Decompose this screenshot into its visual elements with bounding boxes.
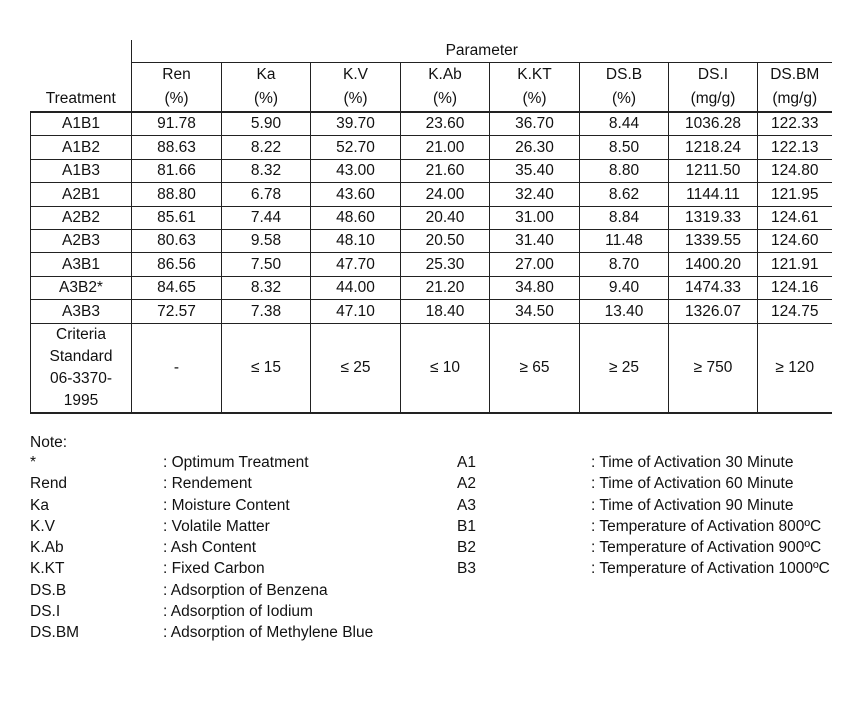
- value-cell: 8.32: [222, 276, 311, 299]
- notes-right-keys: [457, 452, 476, 580]
- parameter-header: Parameter: [132, 40, 832, 63]
- value-cell: 1400.20: [669, 253, 758, 276]
- note-key: DS.BM: [30, 624, 80, 642]
- value-cell: 8.84: [580, 206, 669, 229]
- treatment-cell: A3B3: [31, 300, 132, 323]
- value-cell: 1144.11: [669, 183, 758, 206]
- note-desc: : Rendement: [163, 475, 252, 493]
- value-cell: 31.40: [490, 229, 580, 252]
- value-cell: 121.95: [758, 183, 832, 206]
- note-desc: : Optimum Treatment: [163, 454, 309, 471]
- table-row: [31, 159, 832, 182]
- note-desc: : Time of Activation 60 Minute: [591, 475, 794, 493]
- note-desc: : Adsorption of Benzena: [163, 581, 328, 599]
- criteria-label: [31, 323, 132, 413]
- criteria-value: ≤ 25: [311, 323, 401, 413]
- value-cell: 7.44: [222, 206, 311, 229]
- note-key: Rend: [30, 475, 68, 493]
- table-body: [31, 112, 832, 323]
- value-cell: 1319.33: [669, 206, 758, 229]
- results-table: [30, 40, 832, 414]
- treatment-cell: A2B1: [31, 183, 132, 206]
- treatment-cell: A1B1: [31, 112, 132, 136]
- table-row: [31, 276, 832, 299]
- treatment-cell: A2B3: [31, 229, 132, 252]
- value-cell: 1211.50: [669, 159, 758, 182]
- value-cell: 21.00: [401, 136, 490, 159]
- col-name-dsi: DS.I: [669, 63, 758, 88]
- col-unit-dsbm: (mg/g): [758, 87, 832, 112]
- value-cell: 124.80: [758, 159, 832, 182]
- table-row: [31, 253, 832, 276]
- note-key: A3: [457, 496, 476, 514]
- table-row: [31, 206, 832, 229]
- col-unit-ka: (%): [222, 87, 311, 112]
- value-cell: 34.80: [490, 276, 580, 299]
- value-cell: 124.16: [758, 276, 832, 299]
- value-cell: 9.58: [222, 229, 311, 252]
- note-desc: : Time of Activation 90 Minute: [591, 496, 794, 514]
- value-cell: 13.40: [580, 300, 669, 323]
- value-cell: 8.44: [580, 112, 669, 136]
- value-cell: 48.10: [311, 229, 401, 252]
- value-cell: 72.57: [132, 300, 222, 323]
- note-desc: : Temperature of Activation 800ºC: [591, 517, 822, 535]
- note-key: B2: [457, 539, 476, 557]
- table-row: [31, 183, 832, 206]
- note-desc: : Temperature of Activation 900ºC: [591, 539, 822, 557]
- note-key: A1: [457, 454, 476, 471]
- col-name-dsb: DS.B: [580, 63, 669, 88]
- note-key: K.V: [30, 517, 55, 535]
- treatment-cell: A3B2*: [31, 276, 132, 299]
- notes-left-keys: [30, 452, 79, 644]
- value-cell: 1326.07: [669, 300, 758, 323]
- col-unit-ren: (%): [132, 87, 222, 112]
- value-cell: 35.40: [490, 159, 580, 182]
- value-cell: 8.70: [580, 253, 669, 276]
- criteria-label-line: 1995: [63, 391, 99, 409]
- notes-left-descs: [163, 452, 373, 644]
- criteria-value: ≥ 750: [669, 323, 758, 413]
- value-cell: 26.30: [490, 136, 580, 159]
- criteria-value: ≥ 25: [580, 323, 669, 413]
- col-name-kv: K.V: [311, 63, 401, 88]
- header-spacer: [31, 63, 132, 88]
- col-unit-dsi: (mg/g): [669, 87, 758, 112]
- col-name-ren: Ren: [132, 63, 222, 88]
- value-cell: 8.62: [580, 183, 669, 206]
- note-key: DS.B: [30, 581, 67, 599]
- note-key: K.Ab: [30, 539, 64, 557]
- value-cell: 8.50: [580, 136, 669, 159]
- value-cell: 91.78: [132, 112, 222, 136]
- value-cell: 36.70: [490, 112, 580, 136]
- value-cell: 1339.55: [669, 229, 758, 252]
- value-cell: 31.00: [490, 206, 580, 229]
- notes-right-descs: [591, 452, 830, 580]
- value-cell: 43.00: [311, 159, 401, 182]
- note-key: Ka: [30, 496, 49, 514]
- treatment-cell: A2B2: [31, 206, 132, 229]
- value-cell: 6.78: [222, 183, 311, 206]
- treatment-cell: A1B2: [31, 136, 132, 159]
- value-cell: 9.40: [580, 276, 669, 299]
- value-cell: 8.80: [580, 159, 669, 182]
- treatment-header: Treatment: [31, 87, 132, 112]
- value-cell: 21.60: [401, 159, 490, 182]
- note-key: B3: [457, 560, 476, 578]
- notes-title: Note:: [30, 434, 68, 451]
- value-cell: 43.60: [311, 183, 401, 206]
- value-cell: 21.20: [401, 276, 490, 299]
- value-cell: 1218.24: [669, 136, 758, 159]
- value-cell: 44.00: [311, 276, 401, 299]
- note-desc: : Ash Content: [163, 539, 257, 557]
- note-key: *: [30, 454, 37, 471]
- value-cell: 47.70: [311, 253, 401, 276]
- note-desc: : Adsorption of Iodium: [163, 603, 313, 621]
- value-cell: 1474.33: [669, 276, 758, 299]
- treatment-cell: A1B3: [31, 159, 132, 182]
- value-cell: 48.60: [311, 206, 401, 229]
- value-cell: 85.61: [132, 206, 222, 229]
- value-cell: 8.22: [222, 136, 311, 159]
- note-desc: : Adsorption of Methylene Blue: [163, 624, 374, 642]
- value-cell: 124.75: [758, 300, 832, 323]
- col-unit-kv: (%): [311, 87, 401, 112]
- value-cell: 20.50: [401, 229, 490, 252]
- col-unit-kab: (%): [401, 87, 490, 112]
- criteria-value: ≥ 120: [758, 323, 832, 413]
- criteria-value: ≥ 65: [490, 323, 580, 413]
- table-row: [31, 229, 832, 252]
- table-row: [31, 136, 832, 159]
- note-desc: : Time of Activation 30 Minute: [591, 454, 794, 471]
- value-cell: 39.70: [311, 112, 401, 136]
- value-cell: 7.38: [222, 300, 311, 323]
- criteria-label-line: Standard: [49, 347, 113, 365]
- value-cell: 34.50: [490, 300, 580, 323]
- value-cell: 122.33: [758, 112, 832, 136]
- value-cell: 1036.28: [669, 112, 758, 136]
- value-cell: 121.91: [758, 253, 832, 276]
- value-cell: 84.65: [132, 276, 222, 299]
- table-row: [31, 300, 832, 323]
- value-cell: 24.00: [401, 183, 490, 206]
- col-name-kab: K.Ab: [401, 63, 490, 88]
- value-cell: 81.66: [132, 159, 222, 182]
- note-desc: : Temperature of Activation 1000ºC: [591, 560, 830, 578]
- value-cell: 88.80: [132, 183, 222, 206]
- value-cell: 124.61: [758, 206, 832, 229]
- value-cell: 11.48: [580, 229, 669, 252]
- col-name-kkt: K.KT: [490, 63, 580, 88]
- value-cell: 18.40: [401, 300, 490, 323]
- value-cell: 86.56: [132, 253, 222, 276]
- col-unit-kkt: (%): [490, 87, 580, 112]
- note-desc: : Moisture Content: [163, 496, 290, 514]
- treatment-cell: A3B1: [31, 253, 132, 276]
- value-cell: 52.70: [311, 136, 401, 159]
- criteria-value: ≤ 15: [222, 323, 311, 413]
- col-unit-dsb: (%): [580, 87, 669, 112]
- value-cell: 20.40: [401, 206, 490, 229]
- criteria-value: -: [132, 323, 222, 413]
- value-cell: 23.60: [401, 112, 490, 136]
- col-name-dsbm: DS.BM: [770, 66, 820, 84]
- value-cell: 5.90: [222, 112, 311, 136]
- value-cell: 25.30: [401, 253, 490, 276]
- header-corner: [31, 40, 132, 63]
- criteria-label-line: 06-3370-: [49, 369, 113, 387]
- value-cell: 80.63: [132, 229, 222, 252]
- value-cell: 7.50: [222, 253, 311, 276]
- note-desc: : Volatile Matter: [163, 517, 270, 535]
- col-name-ka: Ka: [222, 63, 311, 88]
- value-cell: 124.60: [758, 229, 832, 252]
- value-cell: 88.63: [132, 136, 222, 159]
- value-cell: 8.32: [222, 159, 311, 182]
- note-key: DS.I: [30, 603, 61, 621]
- value-cell: 32.40: [490, 183, 580, 206]
- table-row: [31, 112, 832, 136]
- note-key: K.KT: [30, 560, 65, 578]
- value-cell: 122.13: [758, 136, 832, 159]
- note-key: A2: [457, 475, 476, 493]
- value-cell: 27.00: [490, 253, 580, 276]
- value-cell: 47.10: [311, 300, 401, 323]
- criteria-value: ≤ 10: [401, 323, 490, 413]
- note-key: B1: [457, 517, 476, 535]
- note-desc: : Fixed Carbon: [163, 560, 265, 578]
- criteria-label-line: Criteria: [56, 325, 106, 343]
